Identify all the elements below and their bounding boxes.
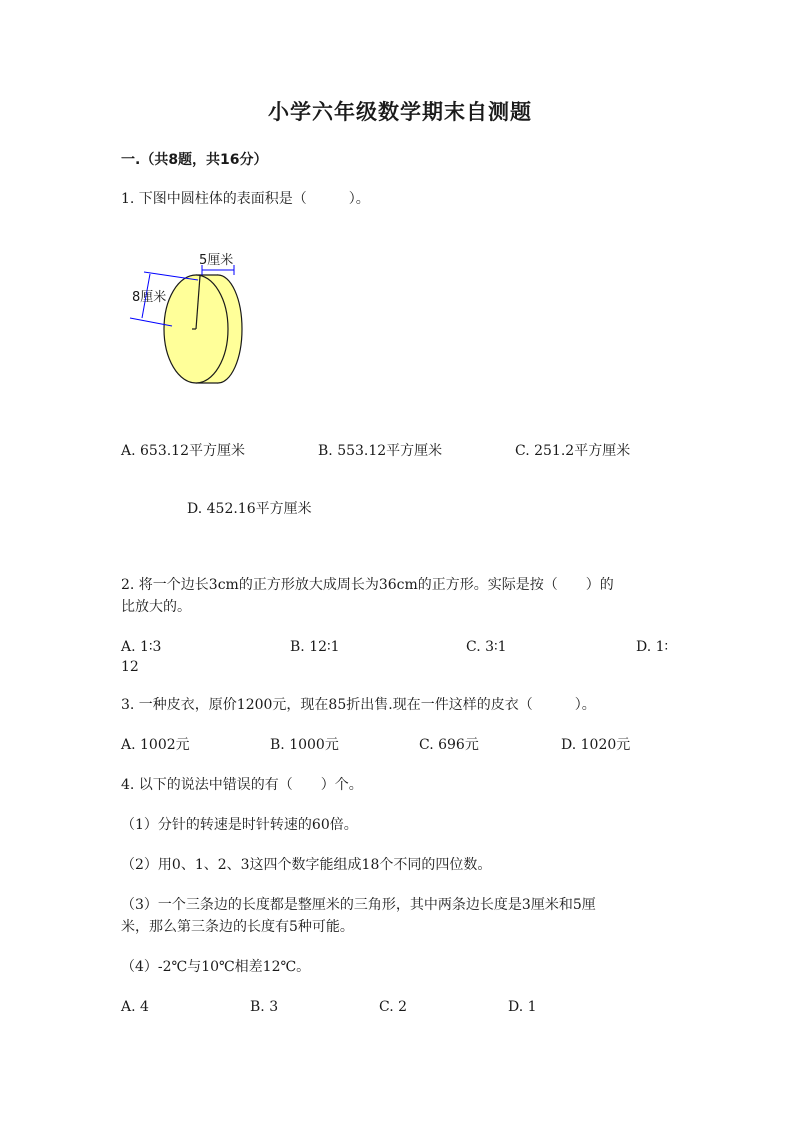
q4-statement-1: （1）分针的转速是时针转速的60倍。: [121, 817, 358, 833]
q2-option-d-cont: 12: [121, 659, 139, 675]
q1-option-d: D. 452.16平方厘米: [187, 501, 312, 517]
q3-option-b: B. 1000元: [270, 737, 339, 753]
question-4-stem: 4. 以下的说法中错误的有（ ）个。: [121, 777, 363, 793]
q2-option-c: C. 3∶1: [466, 639, 507, 655]
section-heading: 一.（共8题，共16分）: [121, 152, 268, 168]
q4-statement-2: （2）用0、1、2、3这四个数字能组成18个不同的四位数。: [121, 857, 492, 873]
q1-option-c: C. 251.2平方厘米: [515, 443, 631, 459]
diameter-label: 8厘米: [132, 290, 167, 305]
question-1-stem: 1. 下图中圆柱体的表面积是（ ）。: [121, 191, 370, 207]
q4-statement-3-line2: 米，那么第三条边的长度有5种可能。: [121, 919, 354, 935]
q3-option-d: D. 1020元: [561, 737, 631, 753]
q4-statement-3-line1: （3）一个三条边的长度都是整厘米的三角形，其中两条边长度是3厘米和5厘: [121, 897, 596, 913]
page-title: 小学六年级数学期末自测题: [268, 100, 532, 124]
q4-option-c: C. 2: [379, 999, 408, 1015]
q3-option-c: C. 696元: [419, 737, 479, 753]
q4-option-d: D. 1: [508, 999, 537, 1015]
q2-option-b: B. 12∶1: [290, 639, 340, 655]
q2-option-d: D. 1∶: [636, 639, 669, 655]
q1-option-b: B. 553.12平方厘米: [318, 443, 443, 459]
question-2-stem-line2: 比放大的。: [121, 599, 191, 615]
q3-option-a: A. 1002元: [121, 737, 190, 753]
q4-statement-4: （4）-2℃与10℃相差12℃。: [121, 959, 311, 975]
q4-option-b: B. 3: [250, 999, 279, 1015]
question-2-stem-line1: 2. 将一个边长3cm的正方形放大成周长为36cm的正方形。实际是按（ ）的: [121, 577, 614, 593]
cylinder-figure: [122, 246, 262, 396]
question-3-stem: 3. 一种皮衣，原价1200元，现在85折出售.现在一件这样的皮衣（ ）。: [121, 697, 596, 713]
q4-option-a: A. 4: [121, 999, 149, 1015]
height-label: 5厘米: [199, 253, 234, 268]
q1-option-a: A. 653.12平方厘米: [121, 443, 245, 459]
q2-option-a: A. 1∶3: [121, 639, 162, 655]
